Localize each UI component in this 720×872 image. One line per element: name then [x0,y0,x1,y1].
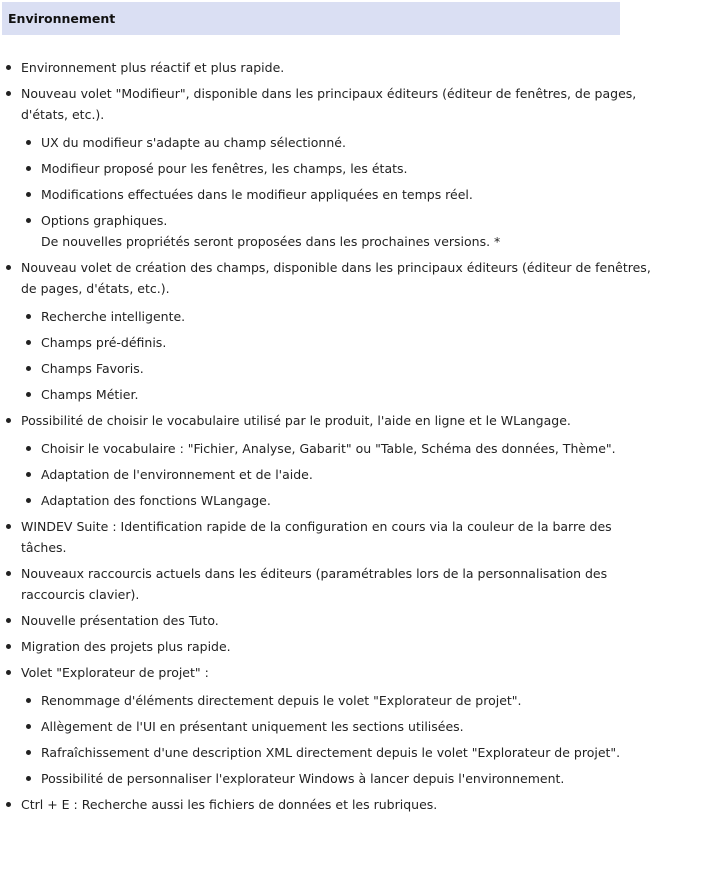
sub-list-item [41,384,661,405]
sub-list-item-text: Rafraîchissement d'une description XML directement depuis le volet "Explorateur de projet". [41,745,621,760]
list-item [21,794,661,815]
list-item-text: Nouveaux raccourcis actuels dans les éditeurs (paramétrables lors de la personnalisation des raccourcis clavier). [21,566,608,602]
list-item [21,57,661,78]
list-item-text: Migration des projets plus rapide. [21,639,231,654]
list-item [21,563,661,605]
list-item [21,662,661,789]
sub-list-item-text: Choisir le vocabulaire : "Fichier, Analyse, Gabarit" ou "Table, Schéma des données, Thème". [41,441,616,456]
list-item [21,83,661,252]
sub-list-item [41,306,661,327]
list-item-text: Possibilité de choisir le vocabulaire utilisé par le produit, l'aide en ligne et le WLangage. [21,413,571,428]
sub-list-item [41,358,661,379]
sub-list-item-text: Champs Métier. [41,387,139,402]
list-item [21,610,661,631]
list-item [21,636,661,657]
sub-list [21,690,661,789]
sub-list-item-text: Champs pré-définis. [41,335,167,350]
sub-list-item [41,132,661,153]
sub-list-item [41,464,661,485]
sub-list-item [41,768,661,789]
feature-list [0,57,661,815]
list-item-text: Environnement plus réactif et plus rapide. [21,60,285,75]
sub-list-item-text: Options graphiques. [41,213,168,228]
sub-list-item [41,158,661,179]
sub-list-item [41,490,661,511]
list-item [21,516,661,558]
sub-list-item [41,690,661,711]
sub-list-item-text: Champs Favoris. [41,361,144,376]
list-item [21,410,661,511]
sub-list-item-text: Recherche intelligente. [41,309,186,324]
sub-list-item-text: Adaptation de l'environnement et de l'aide. [41,467,313,482]
sub-list-item-text: Adaptation des fonctions WLangage. [41,493,271,508]
sub-list [21,306,661,405]
sub-list-item-text: Possibilité de personnaliser l'explorateur Windows à lancer depuis l'environnement. [41,771,565,786]
list-item [21,257,661,405]
sub-list-item-text: Modifieur proposé pour les fenêtres, les champs, les états. [41,161,408,176]
list-item-text: WINDEV Suite : Identification rapide de la configuration en cours via la couleur de la barre des tâches. [21,519,612,555]
sub-list-item [41,438,661,459]
sub-list-item [41,184,661,205]
sub-list-item [41,332,661,353]
sub-list-item-note: De nouvelles propriétés seront proposées dans les prochaines versions. * [41,234,501,249]
sub-list-item-text: Allègement de l'UI en présentant uniquement les sections utilisées. [41,719,464,734]
sub-list [21,132,661,252]
sub-list-item-text: Renommage d'éléments directement depuis le volet "Explorateur de projet". [41,693,522,708]
list-item-text: Ctrl + E : Recherche aussi les fichiers de données et les rubriques. [21,797,438,812]
section-title: Environnement [8,11,116,26]
sub-list-item [41,742,661,763]
list-item-text: Nouvelle présentation des Tuto. [21,613,219,628]
section-header [2,2,620,35]
sub-list-item [41,716,661,737]
list-item-text: Volet "Explorateur de projet" : [21,665,209,680]
sub-list [21,438,661,511]
sub-list-item [41,210,661,252]
list-item-text: Nouveau volet "Modifieur", disponible dans les principaux éditeurs (éditeur de fenêtres, de pages, d'états, etc.). [21,86,637,122]
list-item-text: Nouveau volet de création des champs, disponible dans les principaux éditeurs (éditeur de fenêtres, de pages, d'états, etc.). [21,260,651,296]
sub-list-item-text: UX du modifieur s'adapte au champ sélectionné. [41,135,346,150]
sub-list-item-text: Modifications effectuées dans le modifieur appliquées en temps réel. [41,187,473,202]
